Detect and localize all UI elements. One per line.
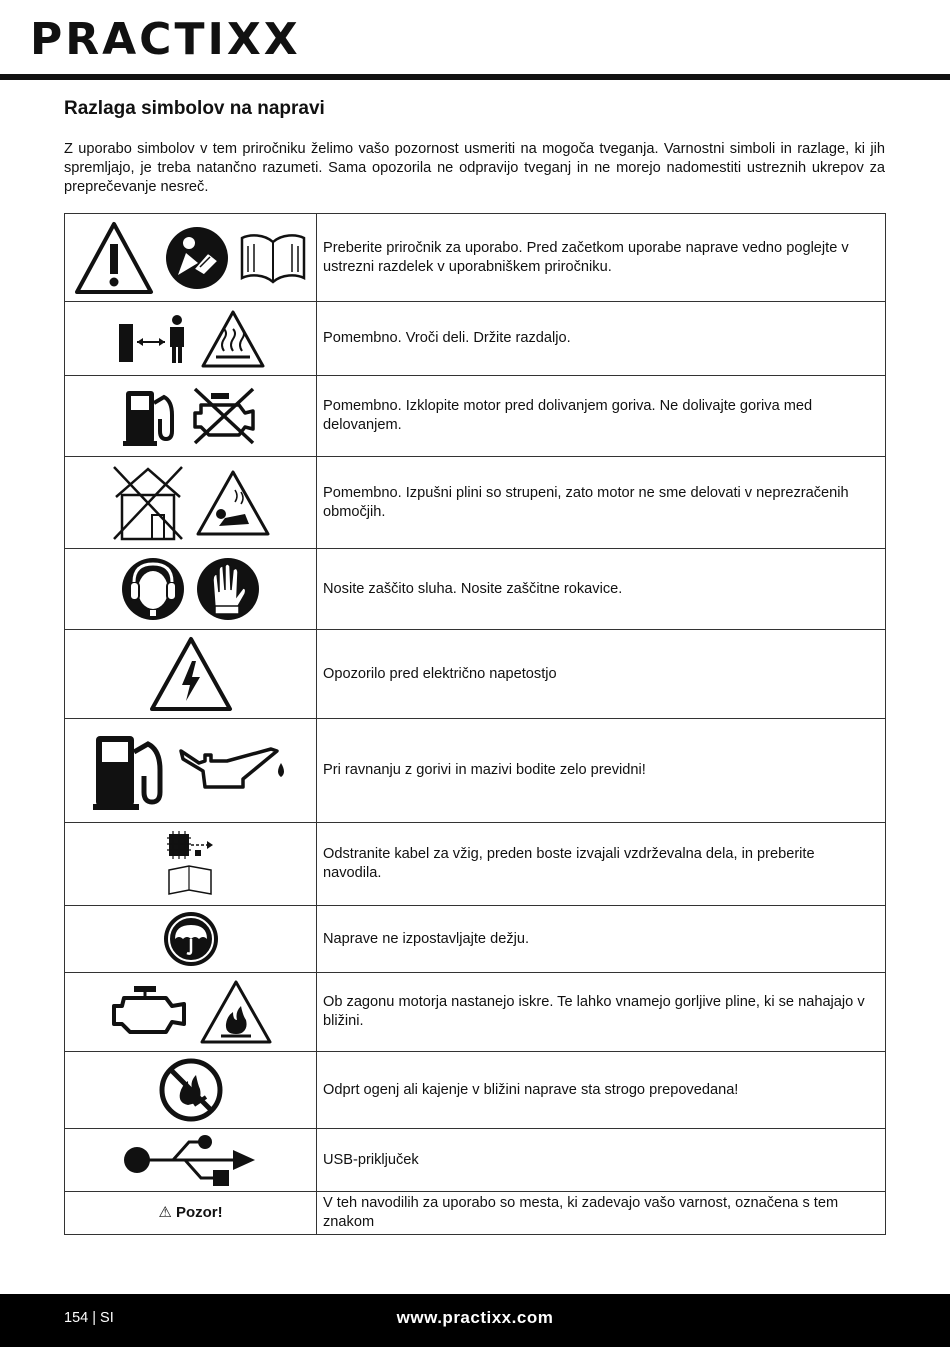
umbrella-no-rain-icon [163,911,219,967]
fuel-pump-icon [122,385,180,447]
safe-distance-icon [115,312,191,366]
table-row [65,906,886,973]
symbol-cell [65,1192,317,1235]
symbol-description: Odprt ogenj ali kajenje v bližini naprave sta strogo prepovedana! [317,1052,886,1129]
engine-icon [108,982,190,1042]
symbol-description: USB-priključek [317,1129,886,1192]
brand-logo: PRACTIXX [30,14,301,65]
symbol-cell [65,457,317,549]
header-divider [0,74,950,80]
table-row [65,376,886,457]
table-row [65,719,886,823]
ear-protection-icon [120,556,186,622]
usb-icon [123,1132,259,1188]
warning-triangle-icon: ⚠ [158,1204,172,1221]
symbol-description: Nosite zaščito sluha. Nosite zaščitne rokavice. [317,549,886,630]
table-row [65,1192,886,1235]
symbol-cell [65,630,317,719]
symbol-cell [65,214,317,302]
symbol-description: Pri ravnanju z gorivi in mazivi bodite zelo previdni! [317,719,886,823]
table-row [65,457,886,549]
open-book-icon [238,230,308,286]
table-row [65,214,886,302]
symbol-description: Ob zagonu motorja nastanejo iskre. Te lahko vnamejo gorljive pline, ki se nahajajo v bližini. [317,973,886,1052]
electric-voltage-warning-icon [148,635,234,713]
table-row [65,549,886,630]
symbol-description: Odstranite kabel za vžig, preden boste izvajali vzdrževalna dela, in preberite navodila. [317,823,886,906]
symbol-description: Pomembno. Vroči deli. Držite razdaljo. [317,302,886,376]
no-open-flame-icon [158,1057,224,1123]
symbols-table [64,213,886,1235]
symbol-description: V teh navodilih za uporabo so mesta, ki zadevajo vašo varnost, označena s tem znakom [317,1192,886,1235]
table-row [65,1129,886,1192]
table-row [65,823,886,906]
symbol-description: Pomembno. Izpušni plini so strupeni, zato motor ne sme delovati v neprezračenih območjih. [317,457,886,549]
symbol-cell [65,1129,317,1192]
house-crossed-out-icon [110,463,186,543]
engine-crossed-out-icon [189,385,259,447]
symbol-description: Opozorilo pred električno napetostjo [317,630,886,719]
oil-can-icon [177,741,289,801]
page-footer [0,1294,950,1347]
table-row [65,973,886,1052]
page-header [0,0,950,82]
protective-gloves-icon [195,556,261,622]
intro-paragraph: Z uporabo simbolov v tem priročniku želimo vašo pozornost usmeriti na mogoča tveganja. Varnostni simboli in razlage, ki jih spremljajo, je treba natančno razumeti. Sama opozorila ne odpravijo tveganj in ne morejo nadomestiti ustreznih ukrepov za preprečevanje nesreč. [64,141,885,195]
symbol-cell [65,823,317,906]
website-url: www.practixx.com [396,1308,554,1327]
symbol-cell [65,376,317,457]
fuel-pump-icon [92,730,168,812]
flammable-warning-icon [199,978,273,1046]
table-row [65,630,886,719]
pozor-text: Pozor! [175,1204,223,1221]
page-number: 154 | SI [64,1310,114,1326]
table-row [65,302,886,376]
symbol-cell [65,549,317,630]
spark-plug-cable-icon [165,828,217,900]
symbol-cell [65,302,317,376]
symbol-description: Preberite priročnik za uporabo. Pred začetkom uporabe naprave vedno poglejte v ustrezni razdelek v uporabniškem priročniku. [317,214,886,302]
hot-surface-warning-icon [200,309,266,369]
table-row [65,1052,886,1129]
symbol-cell [65,906,317,973]
symbol-cell [65,973,317,1052]
symbol-cell [65,719,317,823]
symbol-description: Naprave ne izpostavljajte dežju. [317,906,886,973]
read-manual-circle-icon [164,225,230,291]
symbol-description: Pomembno. Izklopite motor pred dolivanjem goriva. Ne dolivajte goriva med delovanjem. [317,376,886,457]
pozor-label [158,1204,222,1221]
section-title: Razlaga simbolov na napravi [64,98,325,119]
symbol-cell [65,1052,317,1129]
toxic-fumes-warning-icon [195,468,271,538]
warning-triangle-icon [73,220,155,296]
